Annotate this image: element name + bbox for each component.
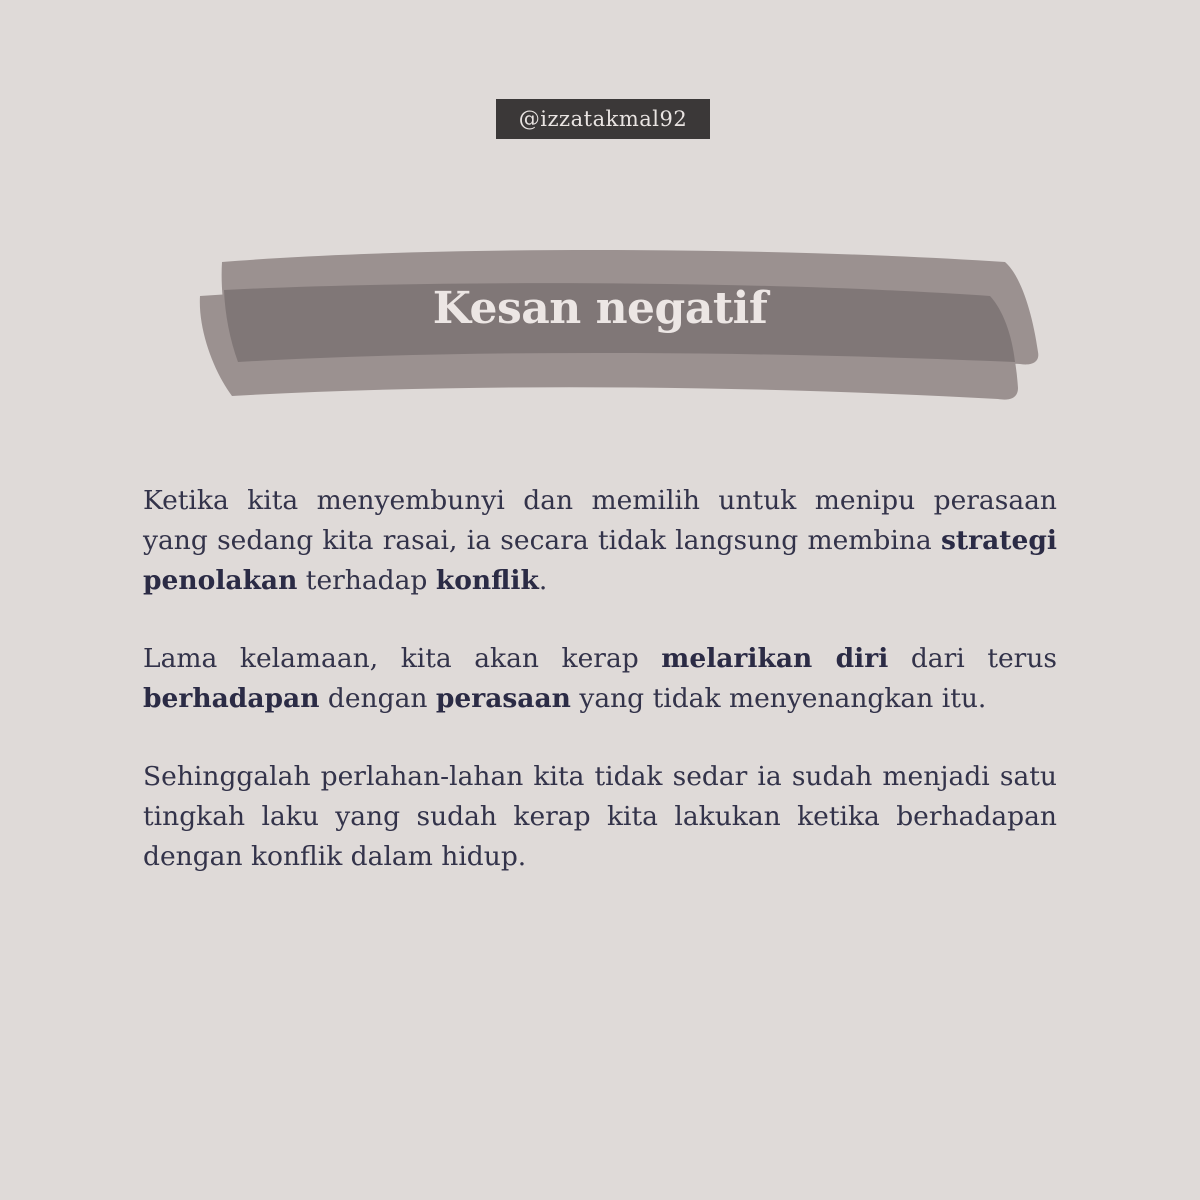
text-span: dari terus — [888, 643, 1057, 674]
emphasis-text: strategi penolakan — [143, 525, 1057, 596]
text-span: yang tidak menyenangkan itu. — [570, 683, 987, 714]
page-title: Kesan negatif — [432, 283, 768, 334]
text-span: . — [538, 565, 548, 596]
emphasis-text: berhadapan — [143, 683, 320, 714]
text-span: Lama kelamaan, kita akan kerap — [143, 643, 662, 674]
handle-text: @izzatakmal92 — [518, 107, 688, 131]
emphasis-text: melarikan diri — [661, 643, 889, 674]
text-span: Ketika kita menyembunyi dan memilih untuk menipu perasaan yang sedang kita rasai, ia secara tidak langsung membina — [143, 485, 1057, 556]
paragraph-3 — [143, 757, 1057, 877]
text-span: terhadap — [297, 565, 436, 596]
paragraph-2 — [143, 639, 1057, 719]
text-span: dengan — [319, 683, 436, 714]
emphasis-text: perasaan — [435, 683, 571, 714]
brush-stroke-decoration — [0, 0, 1200, 420]
title-banner — [0, 0, 1200, 420]
text-span: Sehinggalah perlahan-lahan kita tidak sedar ia sudah menjadi satu tingkah laku yang sudah kerap kita lakukan ketika berhadapan dengan konflik dalam hidup. — [143, 761, 1057, 872]
emphasis-text: konflik — [435, 565, 539, 596]
paragraph-1 — [143, 481, 1057, 601]
body-content — [143, 481, 1057, 915]
